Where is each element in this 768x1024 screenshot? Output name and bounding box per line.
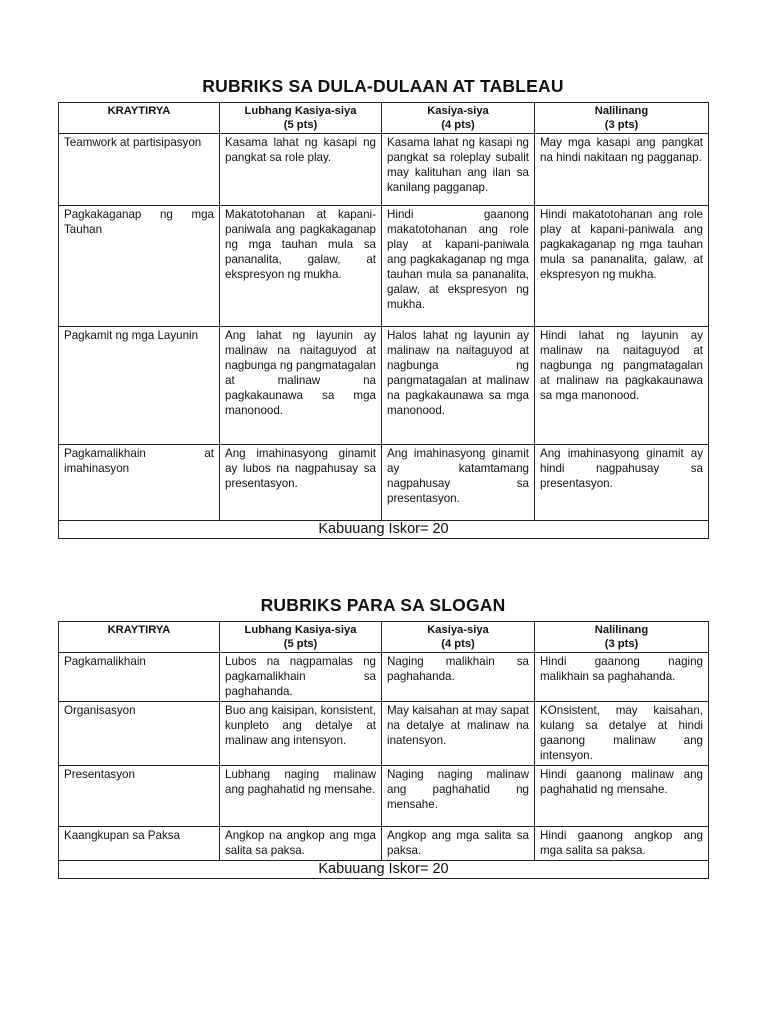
criterion-cell: Presentasyon (59, 766, 220, 827)
criterion-cell: Pagkamalikhain (59, 653, 220, 702)
header-label: Nalilinang (594, 624, 649, 636)
header-level-4 (382, 103, 535, 134)
table-header-row (59, 103, 709, 134)
table-row (59, 653, 709, 702)
header-label: Kasiya-siya (427, 624, 489, 636)
level-3-cell: Hindi gaanong malinaw ang paghahatid ng mensahe. (535, 766, 709, 827)
header-level-3 (535, 622, 709, 653)
table-row (59, 206, 709, 327)
table-row (59, 134, 709, 206)
header-level-3 (535, 103, 709, 134)
total-score: Kabuuang Iskor= 20 (59, 861, 709, 879)
tableau-rubric-table (58, 102, 709, 539)
criterion-cell: Teamwork at partisipasyon (59, 134, 220, 206)
header-points: (3 pts) (604, 119, 639, 131)
level-4-cell: Ang imahinasyong ginamit ay katamtamang nagpahusay sa presentasyon. (382, 445, 535, 521)
header-level-5 (220, 622, 382, 653)
total-row (59, 861, 709, 879)
level-5-cell: Angkop na angkop ang mga salita sa paksa. (220, 827, 382, 861)
criterion-cell: Pagkamit ng mga Layunin (59, 327, 220, 445)
level-3-cell: Hindi lahat ng layunin ay malinaw na naitaguyod at nagbunga ng pangmatagalan at malinaw na pagkakaunawa sa mga manonood. (535, 327, 709, 445)
level-4-cell: Halos lahat ng layunin ay malinaw na naitaguyod at nagbunga ng pangmatagalan at malinaw na pagkakaunawa sa mga manonood. (382, 327, 535, 445)
level-3-cell: Hindi makatotohanan ang role play at kapani-paniwala ang pagkakaganap ng mga tauhan mula sa pananalita, galaw, at ekspresyon ng mukha. (535, 206, 709, 327)
level-5-cell: Lubos na nagpamalas ng pagkamalikhain sa paghahanda. (220, 653, 382, 702)
header-level-5 (220, 103, 382, 134)
header-points: (4 pts) (441, 119, 475, 131)
table-row (59, 327, 709, 445)
criterion-cell: Pagkakaganap ng mga Tauhan (59, 206, 220, 327)
header-label: Lubhang Kasiya-siya (244, 105, 357, 117)
header-points: (5 pts) (283, 638, 318, 650)
table-row (59, 445, 709, 521)
level-4-cell: Angkop ang mga salita sa paksa. (382, 827, 535, 861)
table-row (59, 827, 709, 861)
header-level-4 (382, 622, 535, 653)
header-label: Nalilinang (594, 105, 649, 117)
level-5-cell: Ang imahinasyong ginamit ay lubos na nagpahusay sa presentasyon. (220, 445, 382, 521)
total-row (59, 521, 709, 539)
level-3-cell: Hindi gaanong angkop ang mga salita sa paksa. (535, 827, 709, 861)
level-5-cell: Ang lahat ng layunin ay malinaw na naitaguyod at nagbunga ng pangmatagalan at malinaw na pagkakaunawa sa mga manonood. (220, 327, 382, 445)
slogan-rubric-table (58, 621, 709, 879)
level-4-cell: Hindi gaanong makatotohanan ang role play at kapani-paniwala ang pagkakaganap ng mga tauhan mula sa pananalita, galaw, at ekspresyon ng mukha. (382, 206, 535, 327)
slogan-rubric-section (58, 594, 708, 879)
level-4-cell: May kaisahan at may sapat na detalye at malinaw na inatensyon. (382, 702, 535, 766)
criterion-cell: Organisasyon (59, 702, 220, 766)
slogan-rubric-title: RUBRIKS PARA SA SLOGAN (260, 595, 506, 615)
total-score: Kabuuang Iskor= 20 (59, 521, 709, 539)
level-4-cell: Naging naging malinaw ang paghahatid ng mensahe. (382, 766, 535, 827)
header-label: KRAYTIRYA (107, 624, 171, 636)
level-3-cell: Hindi gaanong naging malikhain sa paghahanda. (535, 653, 709, 702)
tableau-rubric-title: RUBRIKS SA DULA-DULAAN AT TABLEAU (202, 76, 564, 96)
level-4-cell: Naging malikhain sa paghahanda. (382, 653, 535, 702)
header-label: KRAYTIRYA (107, 105, 171, 117)
table-header-row (59, 622, 709, 653)
header-kraytirya (59, 103, 220, 134)
header-points: (3 pts) (604, 638, 639, 650)
tableau-rubric-section (58, 75, 708, 539)
header-label: Kasiya-siya (427, 105, 489, 117)
level-4-cell: Kasama lahat ng kasapi ng pangkat sa roleplay subalit may kalituhan ang ilan sa kanilang pagganap. (382, 134, 535, 206)
level-3-cell: Ang imahinasyong ginamit ay hindi nagpahusay sa presentasyon. (535, 445, 709, 521)
level-5-cell: Lubhang naging malinaw ang paghahatid ng mensahe. (220, 766, 382, 827)
table-row (59, 702, 709, 766)
level-5-cell: Buo ang kaisipan, konsistent, kunpleto ang detalye at malinaw ang intensyon. (220, 702, 382, 766)
header-kraytirya (59, 622, 220, 653)
criterion-cell: Kaangkupan sa Paksa (59, 827, 220, 861)
level-5-cell: Kasama lahat ng kasapi ng pangkat sa role play. (220, 134, 382, 206)
criterion-cell: Pagkamalikhain at imahinasyon (59, 445, 220, 521)
level-5-cell: Makatotohanan at kapani-paniwala ang pagkakaganap ng mga tauhan mula sa pananalita, galaw, at ekspresyon ng mukha. (220, 206, 382, 327)
table-row (59, 766, 709, 827)
header-points: (5 pts) (283, 119, 318, 131)
level-3-cell: May mga kasapi ang pangkat na hindi nakitaan ng pagganap. (535, 134, 709, 206)
header-points: (4 pts) (441, 638, 475, 650)
header-label: Lubhang Kasiya-siya (244, 624, 357, 636)
level-3-cell: KOnsistent, may kaisahan, kulang sa detalye at hindi gaanong malinaw ang intensyon. (535, 702, 709, 766)
